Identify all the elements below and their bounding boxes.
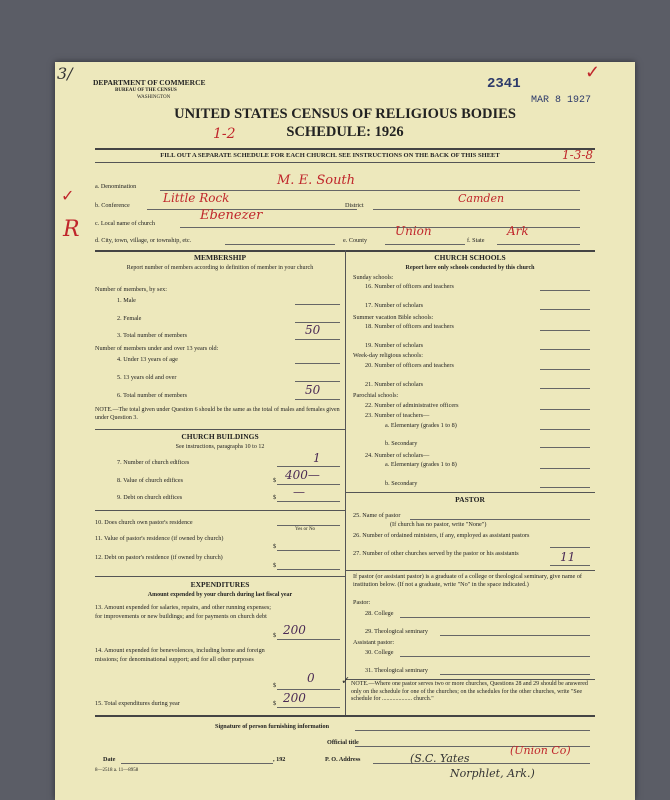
q6-total: 6. Total number of members [117,392,188,399]
q27-value: 11 [560,550,576,564]
q25-pastor-name: 25. Name of pastor [353,512,401,519]
buildings-intro: See instructions, paragraphs 10 to 12 [175,444,265,450]
q29-seminary: 29. Theological seminary [365,628,428,635]
q12-residence-debt: 12. Debt on pastor's residence (if owned by church) [95,554,223,561]
q1-male: 1. Male [117,297,136,304]
signer-place: Norphlet, Ark.) [450,767,535,780]
received-stamp: MAR 8 1927 [531,95,592,106]
membership-heading: MEMBERSHIP [193,253,247,262]
signature-label: Signature of person furnishing information [215,723,330,730]
q27-other-churches: 27. Number of other churches served by the pastor or his assistants [353,550,519,557]
q25-note: (If church has no pastor, write "None") [390,521,487,528]
instruction-line: FILL OUT A SEPARATE SCHEDULE FOR EACH CHURCH. SEE INSTRUCTIONS ON THE BACK OF THIS SHEET [160,152,500,159]
signer-county: (Union Co) [510,744,571,757]
state-label: f. State [467,237,485,244]
q13-dollar: $ [273,632,277,639]
expenditures-intro: Amount expended by your church during last fiscal year [147,592,293,598]
po-address-label: P. O. Address [325,756,361,763]
q18-vacation-teachers: 18. Number of officers and teachers [365,323,454,330]
q28-college: 28. College [365,610,394,617]
q2-female: 2. Female [117,315,142,322]
q14-benevolences: 14. Amount expended for benevolences, including home and foreign missions; for denominational support; and for all other purposes [95,647,265,663]
sunday-label: Sunday schools: [353,274,394,281]
pastor-note: NOTE.—Where one pastor serves two or more churches, Questions 28 and 29 should be answered only on the schedule for one of the churches; on the schedules for the other churches, write "See schedule for .................... church." [351,681,588,702]
q21-weekday-scholars: 21. Number of scholars [365,381,424,388]
form-title: UNITED STATES CENSUS OF RELIGIOUS BODIES [174,106,516,122]
city-label: d. City, town, village, or township, etc. [95,237,192,244]
q10-residence: 10. Does church own pastor's residence [95,519,193,526]
q22-admin-officers: 22. Number of administrative officers [365,402,459,409]
parochial-label: Parochial schools: [353,392,399,399]
pastor-heading: PASTOR [455,495,485,504]
church-name-value: Ebenezer [200,208,263,223]
state-value: Ark [507,224,529,238]
membership-intro: Report number of members according to definition of member in your church [126,265,314,271]
note-check-icon: ✓ [341,675,351,687]
q19-vacation-scholars: 19. Number of scholars [365,342,424,349]
county-value: Union [395,224,432,238]
vacation-label: Summer vacation Bible schools: [353,314,434,321]
q24a-elementary: a. Elementary (grades 1 to 8) [385,461,457,468]
q8-value-edifices: 8. Value of church edifices [117,477,184,484]
by-sex-label: Number of members, by sex: [95,286,167,293]
official-title-label: Official title [327,739,359,746]
q4-under13: 4. Under 13 years of age [117,356,178,363]
dept-name: DEPARTMENT OF COMMERCE [93,78,206,87]
r-mark: R [63,217,80,242]
side-code: 1-3-8 [562,148,594,162]
q15-total: 15. Total expenditures during year [95,700,180,707]
q13-running-expenses: 13. Amount expended for salaries, repairs, and other running expenses; for improvements or new buildings; and for payments on church debt [95,604,271,620]
expenditures-heading: EXPENDITURES [190,580,250,589]
yes-no-hint: Yes or No [295,527,316,532]
church-name-label: c. Local name of church [95,220,155,227]
q15-dollar: $ [273,700,277,707]
district-label: District [345,202,364,209]
q9-dollar: $ [273,494,277,501]
schools-heading: CHURCH SCHOOLS [434,253,506,262]
q14-value: 0 [307,671,315,685]
weekday-label: Week-day religious schools: [353,352,423,359]
age-intro: Number of members under and over 13 years old: [95,345,219,352]
q6-value: 50 [305,383,321,397]
schedule-number: 2341 [487,76,521,92]
conference-check-icon: ✓ [61,188,75,205]
county-label: e. County [343,237,368,244]
q3-total: 3. Total number of members [117,332,188,339]
corner-mark: 3/ [57,64,73,83]
q13-value: 200 [283,623,306,637]
q11-residence-value: 11. Value of pastor's residence (if owned by church) [95,535,224,542]
signer-name: (S.C. Yates [410,752,470,765]
q12-dollar: $ [273,562,277,569]
buildings-heading: CHURCH BUILDINGS [181,432,259,441]
denomination-value: M. E. South [277,173,356,188]
q14-dollar: $ [273,682,277,689]
margin-code: 1-2 [213,126,236,142]
q20-weekday-teachers: 20. Number of officers and teachers [365,362,454,369]
q11-dollar: $ [273,543,277,550]
district-value: Camden [458,192,505,205]
q9-value: — [293,485,305,499]
q24-scholars: 24. Number of scholars— [365,452,430,459]
q23-teachers: 23. Number of teachers— [365,412,430,419]
q16-sunday-teachers: 16. Number of officers and teachers [365,283,454,290]
conference-value: Little Rock [163,191,230,205]
denomination-label: a. Denomination [95,183,137,190]
date-label: Date [103,756,116,763]
q23a-elementary: a. Elementary (grades 1 to 8) [385,422,457,429]
census-form-sheet [55,62,635,800]
bureau-name: BUREAU OF THE CENSUS [115,88,177,93]
q7-value: 1 [313,451,321,465]
q8-dollar: $ [273,477,277,484]
q8-value: 400— [285,468,320,482]
form-subtitle: SCHEDULE: 1926 [286,124,404,140]
bureau-city: WASHINGTON [137,95,171,100]
membership-note: NOTE.—The total given under Question 6 should be the same as the total of males and females given under Question 3. [95,407,340,421]
q5-13over: 5. 13 years old and over [117,374,177,381]
q31-seminary: 31. Theological seminary [365,667,428,674]
q17-sunday-scholars: 17. Number of scholars [365,302,424,309]
assistant-sub-label: Assistant pastor: [353,639,395,646]
q3-value: 50 [305,323,321,337]
q9-debt: 9. Debt on church edifices [117,494,183,501]
q30-college: 30. College [365,649,394,656]
schools-intro: Report here only schools conducted by this church [405,265,535,271]
pastor-sub-label: Pastor: [353,599,371,606]
q23b-secondary: b. Secondary [385,440,418,447]
q24b-secondary: b. Secondary [385,480,418,487]
graduate-note: If pastor (or assistant pastor) is a graduate of a college or theological seminary, give name of institution below. (If not a graduate, write "No" in the space indicated.) [353,573,582,588]
print-code: 8—2518 a. 11—8958 [95,768,139,773]
check-mark-icon: ✓ [585,62,601,82]
q15-value: 200 [283,691,306,705]
q26-assistant-ministers: 26. Number of ordained ministers, if any, employed as assistant pastors [353,532,530,539]
year-label: , 192 [273,756,286,763]
q7-edifices: 7. Number of church edifices [117,459,190,466]
conference-label: b. Conference [95,202,130,209]
